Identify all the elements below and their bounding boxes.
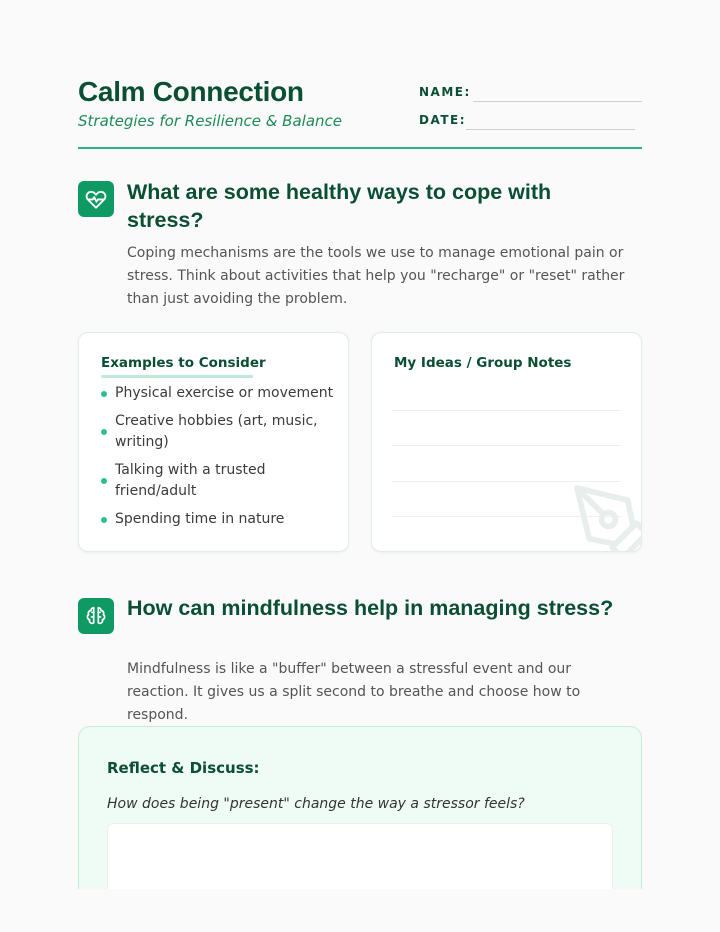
bullet-icon (101, 391, 107, 397)
page-subtitle: Strategies for Resilience & Balance (78, 112, 343, 130)
heart-pulse-icon (78, 181, 114, 217)
pen-nib-icon (570, 481, 642, 552)
section-1-title: What are some healthy ways to cope with stress? (127, 180, 552, 232)
date-field[interactable] (466, 129, 635, 130)
list-item: Physical exercise or movement (101, 383, 341, 404)
section-2-body: Mindfulness is like a "buffer" between a stressful event and our reaction. It gives us a split second to breathe and choose how to respond. (127, 661, 581, 723)
bullet-icon (101, 517, 107, 523)
brain-icon (78, 598, 114, 634)
bullet-icon (101, 429, 107, 435)
notes-heading: My Ideas / Group Notes (394, 355, 572, 371)
page-title: Calm Connection (78, 76, 304, 107)
bullet-icon (101, 478, 107, 484)
reflect-question: How does being "present" change the way a stressor feels? (107, 796, 525, 812)
examples-list (101, 383, 341, 537)
list-item: Talking with a trusted friend/adult (101, 460, 341, 502)
examples-heading: Examples to Consider (101, 355, 266, 371)
section-2-title: How can mindfulness help in managing stress? (127, 596, 614, 620)
date-label: DATE: (419, 113, 466, 127)
reflect-title: Reflect & Discuss: (107, 759, 260, 777)
examples-card (78, 332, 349, 552)
list-item: Spending time in nature (101, 509, 341, 530)
heading-underline (101, 375, 253, 378)
note-line (392, 410, 621, 411)
notes-card[interactable] (371, 332, 642, 552)
header-divider (78, 147, 642, 149)
page-bottom-margin (0, 889, 720, 932)
name-field[interactable] (473, 101, 642, 102)
list-item: Creative hobbies (art, music, writing) (101, 411, 341, 453)
section-1-body: Coping mechanisms are the tools we use to manage emotional pain or stress. Think about activities that help you "recharge" or "reset" rather than just avoiding the problem. (127, 245, 625, 307)
note-line (392, 445, 621, 446)
name-label: NAME: (419, 85, 471, 99)
